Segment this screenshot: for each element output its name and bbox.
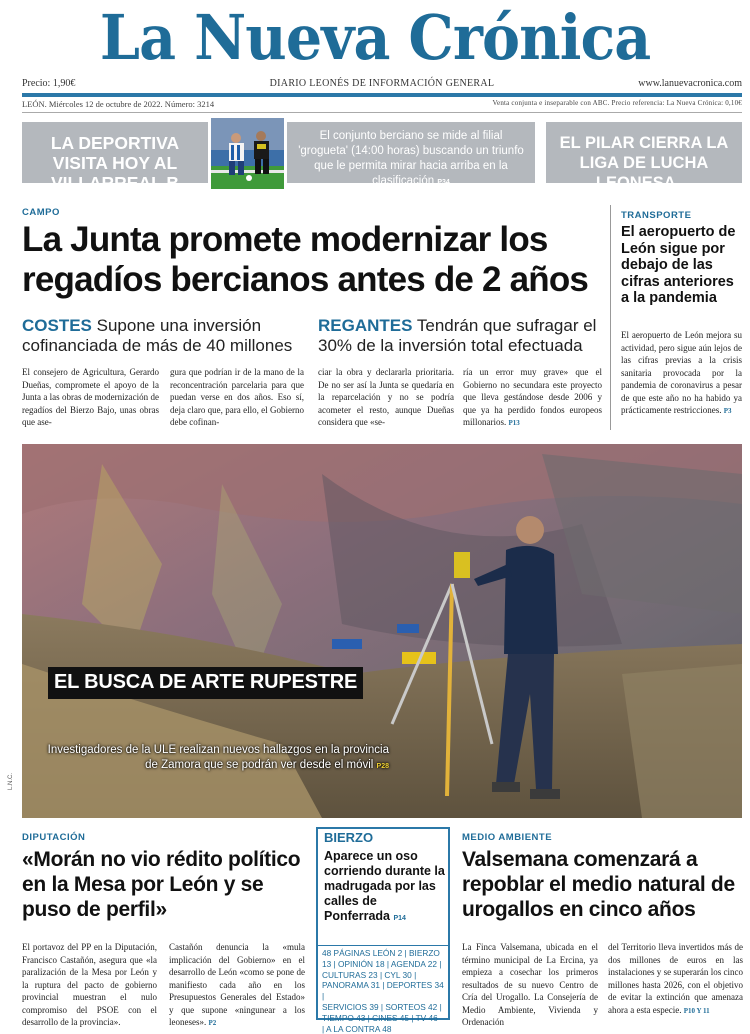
lead-subhead-regantes	[318, 316, 603, 356]
side-body	[621, 329, 742, 418]
banner-deportiva-text: LA DEPORTIVA VISITA HOY AL VILLARREAL B	[50, 133, 180, 193]
lead-headline[interactable]: La Junta promete modernizar los regadíos bercianos antes de 2 años	[22, 220, 589, 299]
dateline: LEÓN. Miércoles 12 de octubre de 2022. Número: 3214	[22, 99, 215, 109]
side-body-text: El aeropuerto de León mejora su actividad, pero sigue aún lejos de las cifras previas a la crisis sanitaria provocada por la pandemia de coronavirus a pesar de que este año no ha habido ya prácticamente restricciones.	[621, 330, 742, 415]
masthead	[0, 0, 750, 76]
col2-text: del Territorio lleva invertidos más de dos millones de euros en las instalaciones y se superarán los cinco millones hasta 2026, con el objetivo de evitar la extinción que amenaza ahora a esta especie.	[608, 942, 743, 1015]
page-ref: P34	[437, 179, 450, 186]
banner-summary-text: El conjunto berciano se mide al filial 'grogueta' (14:00 horas) buscando un triunfo que le permita mirar hacia arriba en la clasificación	[298, 130, 524, 187]
lead-body-col4	[463, 366, 602, 430]
banner-lucha-text: EL PILAR CIERRA LA LIGA DE LUCHA LEONESA	[559, 134, 729, 192]
side-headline[interactable]: El aeropuerto de León sigue por debajo de las cifras anteriores a la pandemia	[621, 224, 736, 306]
divider	[22, 112, 742, 113]
page-ref: P36	[679, 183, 693, 190]
subhead-text: Supone una inversión cofinanciada de más de 40 millones	[22, 316, 293, 355]
lead-body-col3: ciar la obra y declararla prioritaria. De no ser así la Junta se quedaría en la reparcelación y no se podría acometer el resto, aunque Dueñas considera que «se-	[318, 367, 454, 427]
medioambiente-kicker: MEDIO AMBIENTE	[462, 832, 553, 843]
index-line: 48 PÁGINAS LEÓN 2 | BIERZO	[322, 948, 440, 958]
index-line: PANORAMA 31 | DEPORTES 34 |	[322, 980, 444, 1002]
abc-note: Venta conjunta e inseparable con ABC. Precio referencia: La Nueva Crónica: 0,10€	[492, 99, 742, 107]
bierzo-headline[interactable]	[324, 849, 446, 926]
side-kicker: TRANSPORTE	[621, 210, 692, 221]
diputacion-body-col2	[169, 941, 305, 1030]
diputacion-kicker: DIPUTACIÓN	[22, 832, 86, 843]
section-index	[322, 948, 448, 1034]
lead-body-col1: El consejero de Agricultura, Gerardo Dueñas, compromete el apoyo de la Junta a las obras de modernización de regadíos del Bierzo Bajo, unas obras que ase-	[22, 367, 159, 427]
medioambiente-body-col1: La Finca Valsemana, ubicada en el término municipal de La Ercina, ya empieza a cosechar los primeros resultados de su nuevo Centro de Cría del Urogallo. La Consejería de Medio Ambiente, Vivienda y Ordenación	[462, 942, 598, 1027]
page-ref: P28	[376, 763, 389, 770]
page-ref: P2	[208, 1019, 217, 1027]
photo-credit: L.N.C.	[8, 772, 14, 790]
meta-row	[22, 78, 742, 92]
lead-kicker: CAMPO	[22, 207, 60, 218]
column-divider	[610, 205, 611, 430]
newspaper-title[interactable]: La Nueva Crónica	[99, 1, 651, 74]
col2-text: Castañón denuncia la «mula implicación del Gobierno» en el desarrollo de León «como se pone de manifiesto cada año en los Presupuestos Generales del Estado» y que supone «ningunear a los leoneses».	[169, 942, 305, 1027]
medioambiente-headline[interactable]: Valsemana comenzará a repoblar el medio natural de urogallos en cinco años	[462, 848, 735, 921]
bierzo-label: BIERZO	[324, 830, 374, 845]
banner-lucha[interactable]	[546, 122, 742, 192]
photo-caption	[44, 743, 389, 774]
index-line: CULTURAS 23 | CYL 30 |	[322, 969, 417, 980]
banner-deportiva-summary[interactable]	[287, 122, 535, 187]
banner-deportiva[interactable]	[22, 122, 208, 193]
medioambiente-body-col2	[608, 941, 743, 1017]
bierzo-headline-text: Aparece un oso corriendo durante la madrugada por las calles de Ponferrada	[324, 849, 445, 923]
photo-title[interactable]: EL BUSCA DE ARTE RUPESTRE	[48, 667, 363, 699]
football-photo	[211, 118, 284, 189]
subhead-label: COSTES	[22, 316, 92, 335]
page-ref: P14	[393, 915, 406, 922]
date-row	[22, 99, 742, 111]
masthead-rule	[22, 93, 742, 97]
index-line: SERVICIOS 39 | SORTEOS 42 |	[322, 1001, 442, 1012]
col4-text: ría un error muy grave» que el Gobierno no secundara este proyecto que lleva gestándose desde 2006 y que ya ha perdido fondos europeos millonarios.	[463, 367, 602, 427]
subhead-label: REGANTES	[318, 316, 413, 335]
page-ref: P3	[723, 407, 732, 415]
price: Precio: 1,90€	[22, 78, 76, 89]
tagline: DIARIO LEONÉS DE INFORMACIÓN GENERAL	[269, 78, 495, 89]
photo-caption-text: Investigadores de la ULE realizan nuevos hallazgos en la provincia de Zamora que se podrán ver desde el móvil	[47, 744, 389, 771]
website-link[interactable]: www.lanuevacronica.com	[638, 78, 742, 89]
index-line: TIEMPO 43 | CINES 45 | TV 46	[322, 1012, 438, 1023]
lead-subhead-costes	[22, 316, 304, 356]
lead-body-col2: gura que podrían ir de la mano de la reconcentración parcelaria para que puedan verse en dos años. Eso sí, deja claro que, para ello, el Gobierno debe cofinan-	[170, 367, 304, 427]
page-ref: P10 Y 11	[683, 1006, 710, 1015]
page-ref: P13	[508, 419, 520, 427]
index-line: | A LA CONTRA 48	[322, 1023, 392, 1034]
subhead-text: Tendrán que sufragar el 30% de la inversión total efectuada	[318, 316, 597, 355]
index-line: 13 | OPINIÓN 18 | AGENDA 22 |	[322, 958, 442, 969]
diputacion-headline[interactable]: «Morán no vio rédito político en la Mesa por León y se puso de perfil»	[22, 848, 301, 921]
box-divider	[318, 945, 448, 946]
diputacion-body-col1: El portavoz del PP en la Diputación, Francisco Castañón, asegura que «la paralización de la Mesa por León y la ruptura del pacto de gobierno provincial muestran el nulo compromiso del PSOE con el desarrollo de la provincia».	[22, 942, 157, 1027]
bierzo-box[interactable]	[316, 827, 450, 1034]
